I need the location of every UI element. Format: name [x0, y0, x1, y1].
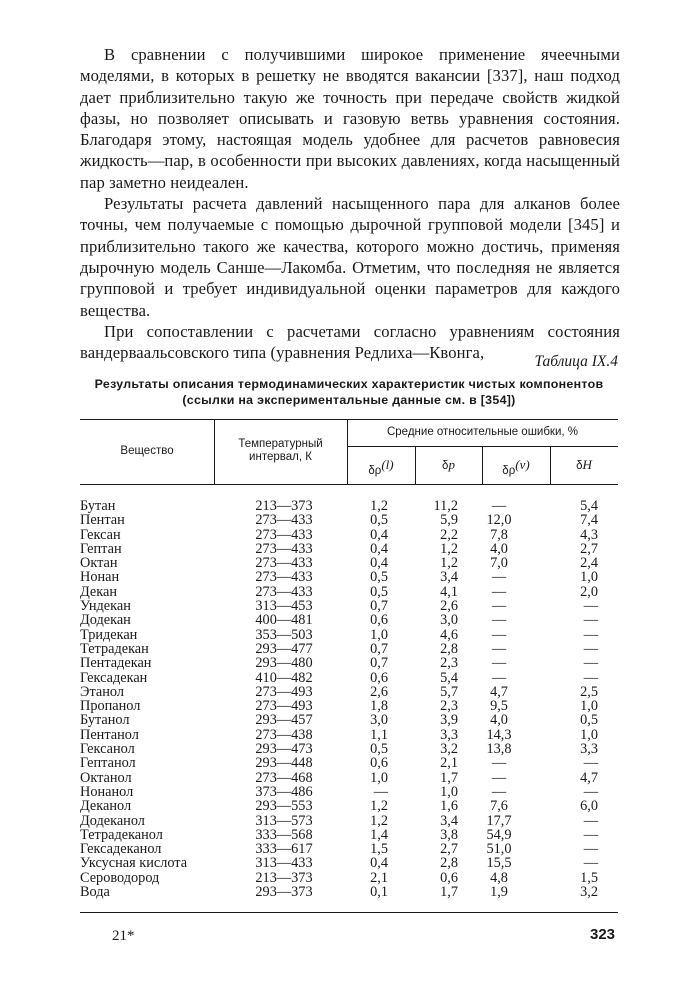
cell-substance: Нонан [80, 569, 120, 586]
table-row [80, 856, 620, 870]
table-row [80, 585, 620, 599]
signature-mark: 21* [112, 928, 135, 944]
table-row [80, 542, 620, 556]
cell-range: 293—553 [255, 798, 313, 815]
cell-dh: — [583, 812, 598, 829]
cell-dh: 2,0 [580, 583, 598, 600]
cell-dv: 4,0 [490, 712, 508, 729]
cell-substance: Пентанол [80, 726, 139, 743]
cell-dv: — [491, 755, 507, 772]
table-row [80, 570, 620, 584]
cell-dp: 1,6 [440, 798, 458, 815]
cell-dh: 1,0 [580, 726, 598, 743]
cell-range: 293—457 [255, 712, 313, 729]
cell-dh: 1,5 [580, 869, 598, 886]
cell-dp: 2,3 [440, 655, 458, 672]
page-number: 323 [590, 926, 616, 943]
cell-range: 373—486 [255, 783, 313, 800]
cell-dv: 9,5 [490, 698, 508, 715]
cell-range: 293—477 [255, 640, 313, 657]
cell-range: 293—480 [255, 655, 313, 672]
cell-dp: 3,0 [440, 612, 458, 629]
cell-dp: 3,8 [440, 826, 458, 843]
cell-substance: Октанол [80, 769, 132, 786]
cell-dl: 0,7 [370, 598, 388, 615]
cell-dv: 7,0 [490, 555, 508, 572]
table-row [80, 728, 620, 742]
cell-dv: — [491, 626, 507, 643]
cell-range: 273—433 [255, 512, 313, 529]
table-bottom-rule [80, 912, 618, 913]
paragraph-2: Результаты расчета давлений насыщенного пара для алканов более точны, чем получаемые с помощью дырочной групповой модели [345] и приблизительно такого же качества, которого можно достичь, применяя дырочную модель Санше—Лакомба. Отметим, что последняя не является групповой и требует индивидуальной оценки параметров для каждого вещества. [80, 194, 620, 320]
cell-dl: 1,2 [370, 812, 388, 829]
table-row [80, 756, 620, 770]
cell-range: 273—433 [255, 540, 313, 557]
cell-range: 313—433 [255, 855, 313, 872]
cell-substance: Бутанол [80, 712, 130, 729]
cell-dv: 51,0 [486, 841, 512, 858]
cell-dl: 1,8 [370, 698, 388, 715]
cell-dl: 0,6 [370, 669, 388, 686]
cell-substance: Гептан [80, 540, 122, 557]
table-row [80, 842, 620, 856]
cell-dh: — [583, 855, 598, 872]
cell-range: 293—448 [255, 755, 313, 772]
cell-dv: 13,8 [486, 741, 512, 758]
cell-dp: 5,7 [440, 683, 458, 700]
cell-dl: 0,4 [370, 855, 388, 872]
body-text [80, 44, 620, 363]
header-temperature-line-1: Температурный [238, 438, 323, 450]
table-row [80, 685, 620, 699]
cell-dv: — [491, 655, 507, 672]
cell-dh: 3,3 [580, 741, 598, 758]
cell-dv: — [491, 769, 507, 786]
header-col-dh: δH [576, 457, 592, 472]
cell-dl: 0,7 [370, 655, 388, 672]
table-row [80, 613, 620, 627]
table-header-rule [80, 484, 618, 485]
cell-dl: 0,4 [370, 526, 388, 543]
cell-dv: 7,8 [490, 526, 508, 543]
table-row [80, 642, 620, 656]
cell-dh: 5,4 [580, 498, 598, 514]
cell-range: 313—453 [255, 598, 313, 615]
cell-dp: 5,4 [440, 669, 458, 686]
cell-dp: 2,7 [440, 841, 458, 858]
cell-dl: 1,1 [370, 726, 388, 743]
cell-dh: 6,0 [580, 798, 598, 815]
cell-substance: Гексадекан [80, 669, 148, 686]
cell-dl: 0,1 [370, 884, 388, 901]
cell-dp: 3,3 [440, 726, 458, 743]
cell-dp: 1,2 [440, 555, 458, 572]
cell-dh: 0,5 [580, 712, 598, 729]
cell-dl: 1,4 [370, 826, 388, 843]
cell-dh: — [583, 612, 598, 629]
paragraph-1: В сравнении с получившими широкое применение ячеечными моделями, в которых в решетку не вводятся вакансии [337], наш подход дает приблизительно такую же точность при передаче свойств жидкой фазы, но позволяет описывать и газовую ветвь уравнения состояния. Благодаря этому, настоящая модель удобнее для расчетов равновесия жидкость—пар, в особенности при высоких давлениях, когда насыщенный пар заметно неидеален. [80, 45, 620, 192]
cell-dv: — [491, 569, 507, 586]
header-temperature-line-2: интервал, К [249, 451, 312, 463]
table-row [80, 885, 620, 899]
cell-dl: 0,5 [370, 741, 388, 758]
cell-dv: 1,9 [490, 884, 508, 901]
cell-dh: 4,3 [580, 526, 598, 543]
cell-range: 273—433 [255, 526, 313, 543]
cell-dp: 2,8 [440, 855, 458, 872]
cell-dl: 0,4 [370, 555, 388, 572]
cell-substance: Додекан [80, 612, 131, 629]
cell-range: 213—373 [255, 498, 313, 514]
table-caption [80, 377, 618, 408]
cell-dv: — [491, 783, 507, 800]
table-row [80, 499, 620, 513]
table-row [80, 671, 620, 685]
cell-range: 273—433 [255, 555, 313, 572]
cell-substance: Нонанол [80, 783, 134, 800]
table-row [80, 713, 620, 727]
cell-range: 410—482 [255, 669, 313, 686]
cell-dl: 1,5 [370, 841, 388, 858]
cell-substance: Декан [80, 583, 117, 600]
cell-dl: 2,1 [370, 869, 388, 886]
cell-dh: — [583, 669, 598, 686]
cell-dp: 2,3 [440, 698, 458, 715]
table-row [80, 699, 620, 713]
cell-range: 213—373 [255, 869, 313, 886]
cell-substance: Тетрадеканол [80, 826, 163, 843]
cell-dp: 2,6 [440, 598, 458, 615]
cell-substance: Гептанол [80, 755, 136, 772]
cell-dv: — [491, 612, 507, 629]
header-col-dv: $\delta\rho^{(v)}$ [502, 457, 530, 477]
cell-dv: 54,9 [486, 826, 512, 843]
table-row [80, 628, 620, 642]
cell-dh: — [583, 598, 598, 615]
cell-dl: 0,5 [370, 569, 388, 586]
cell-dp: 1,7 [440, 884, 458, 901]
cell-dv: 12,0 [486, 512, 512, 529]
cell-dl: 1,2 [370, 798, 388, 815]
cell-dh: — [583, 755, 598, 772]
table-row [80, 656, 620, 670]
cell-range: 273—433 [255, 569, 313, 586]
cell-dl: 0,4 [370, 540, 388, 557]
cell-dv: 4,7 [490, 683, 508, 700]
cell-dp: 4,6 [440, 626, 458, 643]
cell-dp: 4,1 [440, 583, 458, 600]
cell-range: 293—373 [255, 884, 313, 901]
cell-substance: Деканол [80, 798, 132, 815]
cell-dh: — [583, 826, 598, 843]
cell-range: 333—617 [255, 841, 313, 858]
table-row [80, 799, 620, 813]
cell-substance: Гексанол [80, 741, 135, 758]
cell-range: 273—433 [255, 583, 313, 600]
cell-dl: 3,0 [370, 712, 388, 729]
cell-dl: 1,0 [370, 626, 388, 643]
cell-range: 293—473 [255, 741, 313, 758]
cell-dv: — [491, 583, 507, 600]
cell-dh: 2,4 [580, 555, 598, 572]
table-row [80, 599, 620, 613]
table-top-rule [80, 419, 618, 420]
cell-dh: — [583, 841, 598, 858]
cell-substance: Пропанол [80, 698, 141, 715]
cell-dp: 5,9 [440, 512, 458, 529]
cell-substance: Сероводород [80, 869, 160, 886]
cell-dl: 0,6 [370, 755, 388, 772]
cell-substance: Гексан [80, 526, 121, 543]
cell-dh: — [583, 640, 598, 657]
cell-dv: — [491, 640, 507, 657]
paragraph-3: При сопоставлении с расчетами согласно уравнениям состояния вандерваальсовского типа (уравнения Редлиха—Квонга, [80, 321, 620, 363]
cell-substance: Октан [80, 555, 118, 572]
cell-dv: 4,8 [490, 869, 508, 886]
cell-range: 400—481 [255, 612, 313, 629]
cell-substance: Этанол [80, 683, 124, 700]
cell-dv: 15,5 [486, 855, 512, 872]
cell-dh: 1,0 [580, 569, 598, 586]
cell-dv: — [491, 669, 507, 686]
header-col-dp: δp [442, 457, 455, 472]
table-row [80, 742, 620, 756]
table-row [80, 556, 620, 570]
cell-dv: 7,6 [490, 798, 508, 815]
cell-range: 353—503 [255, 626, 313, 643]
cell-dh: 4,7 [580, 769, 598, 786]
cell-dh: 2,5 [580, 683, 598, 700]
cell-dv: 14,3 [486, 726, 512, 743]
table-row [80, 814, 620, 828]
table-caption-line-1: Результаты описания термодинамических характеристик чистых компонентов [94, 377, 604, 391]
cell-dh: 7,4 [580, 512, 598, 529]
header-col-dl: $\delta\rho^{(l)}$ [368, 457, 394, 477]
cell-dp: 1,2 [440, 540, 458, 557]
cell-dp: 1,0 [440, 783, 458, 800]
table-row [80, 771, 620, 785]
cell-dp: 3,4 [440, 569, 458, 586]
cell-substance: Тетрадекан [80, 640, 149, 657]
cell-substance: Бутан [80, 498, 116, 514]
header-temperature [214, 438, 347, 464]
cell-dp: 3,9 [440, 712, 458, 729]
cell-dp: 2,1 [440, 755, 458, 772]
cell-dl: 0,5 [370, 512, 388, 529]
table-row [80, 785, 620, 799]
table-caption-line-2: (ссылки на экспериментальные данные см. в [354]) [182, 392, 516, 407]
cell-dl: 1,0 [370, 769, 388, 786]
cell-dp: 0,6 [440, 869, 458, 886]
cell-dl: 0,5 [370, 583, 388, 600]
cell-dh: 3,2 [580, 884, 598, 901]
table-row [80, 528, 620, 542]
cell-dh: — [583, 626, 598, 643]
cell-substance: Ундекан [80, 598, 131, 615]
cell-range: 273—493 [255, 698, 313, 715]
cell-substance: Вода [80, 884, 110, 901]
cell-substance: Гексадеканол [80, 841, 162, 858]
cell-dp: 3,2 [440, 741, 458, 758]
header-errors: Средние относительные ошибки, % [386, 426, 578, 438]
cell-range: 273—438 [255, 726, 313, 743]
header-substance: Вещество [120, 445, 174, 457]
cell-dh: 2,7 [580, 540, 598, 557]
cell-substance: Тридекан [80, 626, 138, 643]
cell-range: 333—568 [255, 826, 313, 843]
cell-dl: 0,7 [370, 640, 388, 657]
cell-dl: 2,6 [370, 683, 388, 700]
cell-substance: Пентан [80, 512, 125, 529]
cell-dh: 1,0 [580, 698, 598, 715]
cell-dv: — [491, 598, 507, 615]
cell-range: 273—493 [255, 683, 313, 700]
cell-dl: 1,2 [370, 498, 388, 514]
cell-range: 273—468 [255, 769, 313, 786]
cell-substance: Пентадекан [80, 655, 152, 672]
cell-dp: 2,8 [440, 640, 458, 657]
cell-dp: 11,2 [433, 498, 458, 514]
table-row [80, 828, 620, 842]
cell-substance: Додеканол [80, 812, 145, 829]
cell-dv: 4,0 [490, 540, 508, 557]
cell-range: 313—573 [255, 812, 313, 829]
cell-dp: 3,4 [440, 812, 458, 829]
table-label: Таблица IX.4 [534, 353, 618, 370]
cell-dl: 0,6 [370, 612, 388, 629]
cell-dv: 17,7 [486, 812, 512, 829]
table-row [80, 871, 620, 885]
cell-dl: — [373, 783, 388, 800]
table-body [80, 499, 620, 899]
cell-substance: Уксусная кислота [80, 855, 188, 872]
cell-dh: — [583, 655, 598, 672]
cell-dv: — [491, 498, 507, 514]
table-row [80, 513, 620, 527]
cell-dp: 2,2 [440, 526, 458, 543]
cell-dh: — [583, 783, 598, 800]
cell-dp: 1,7 [440, 769, 458, 786]
